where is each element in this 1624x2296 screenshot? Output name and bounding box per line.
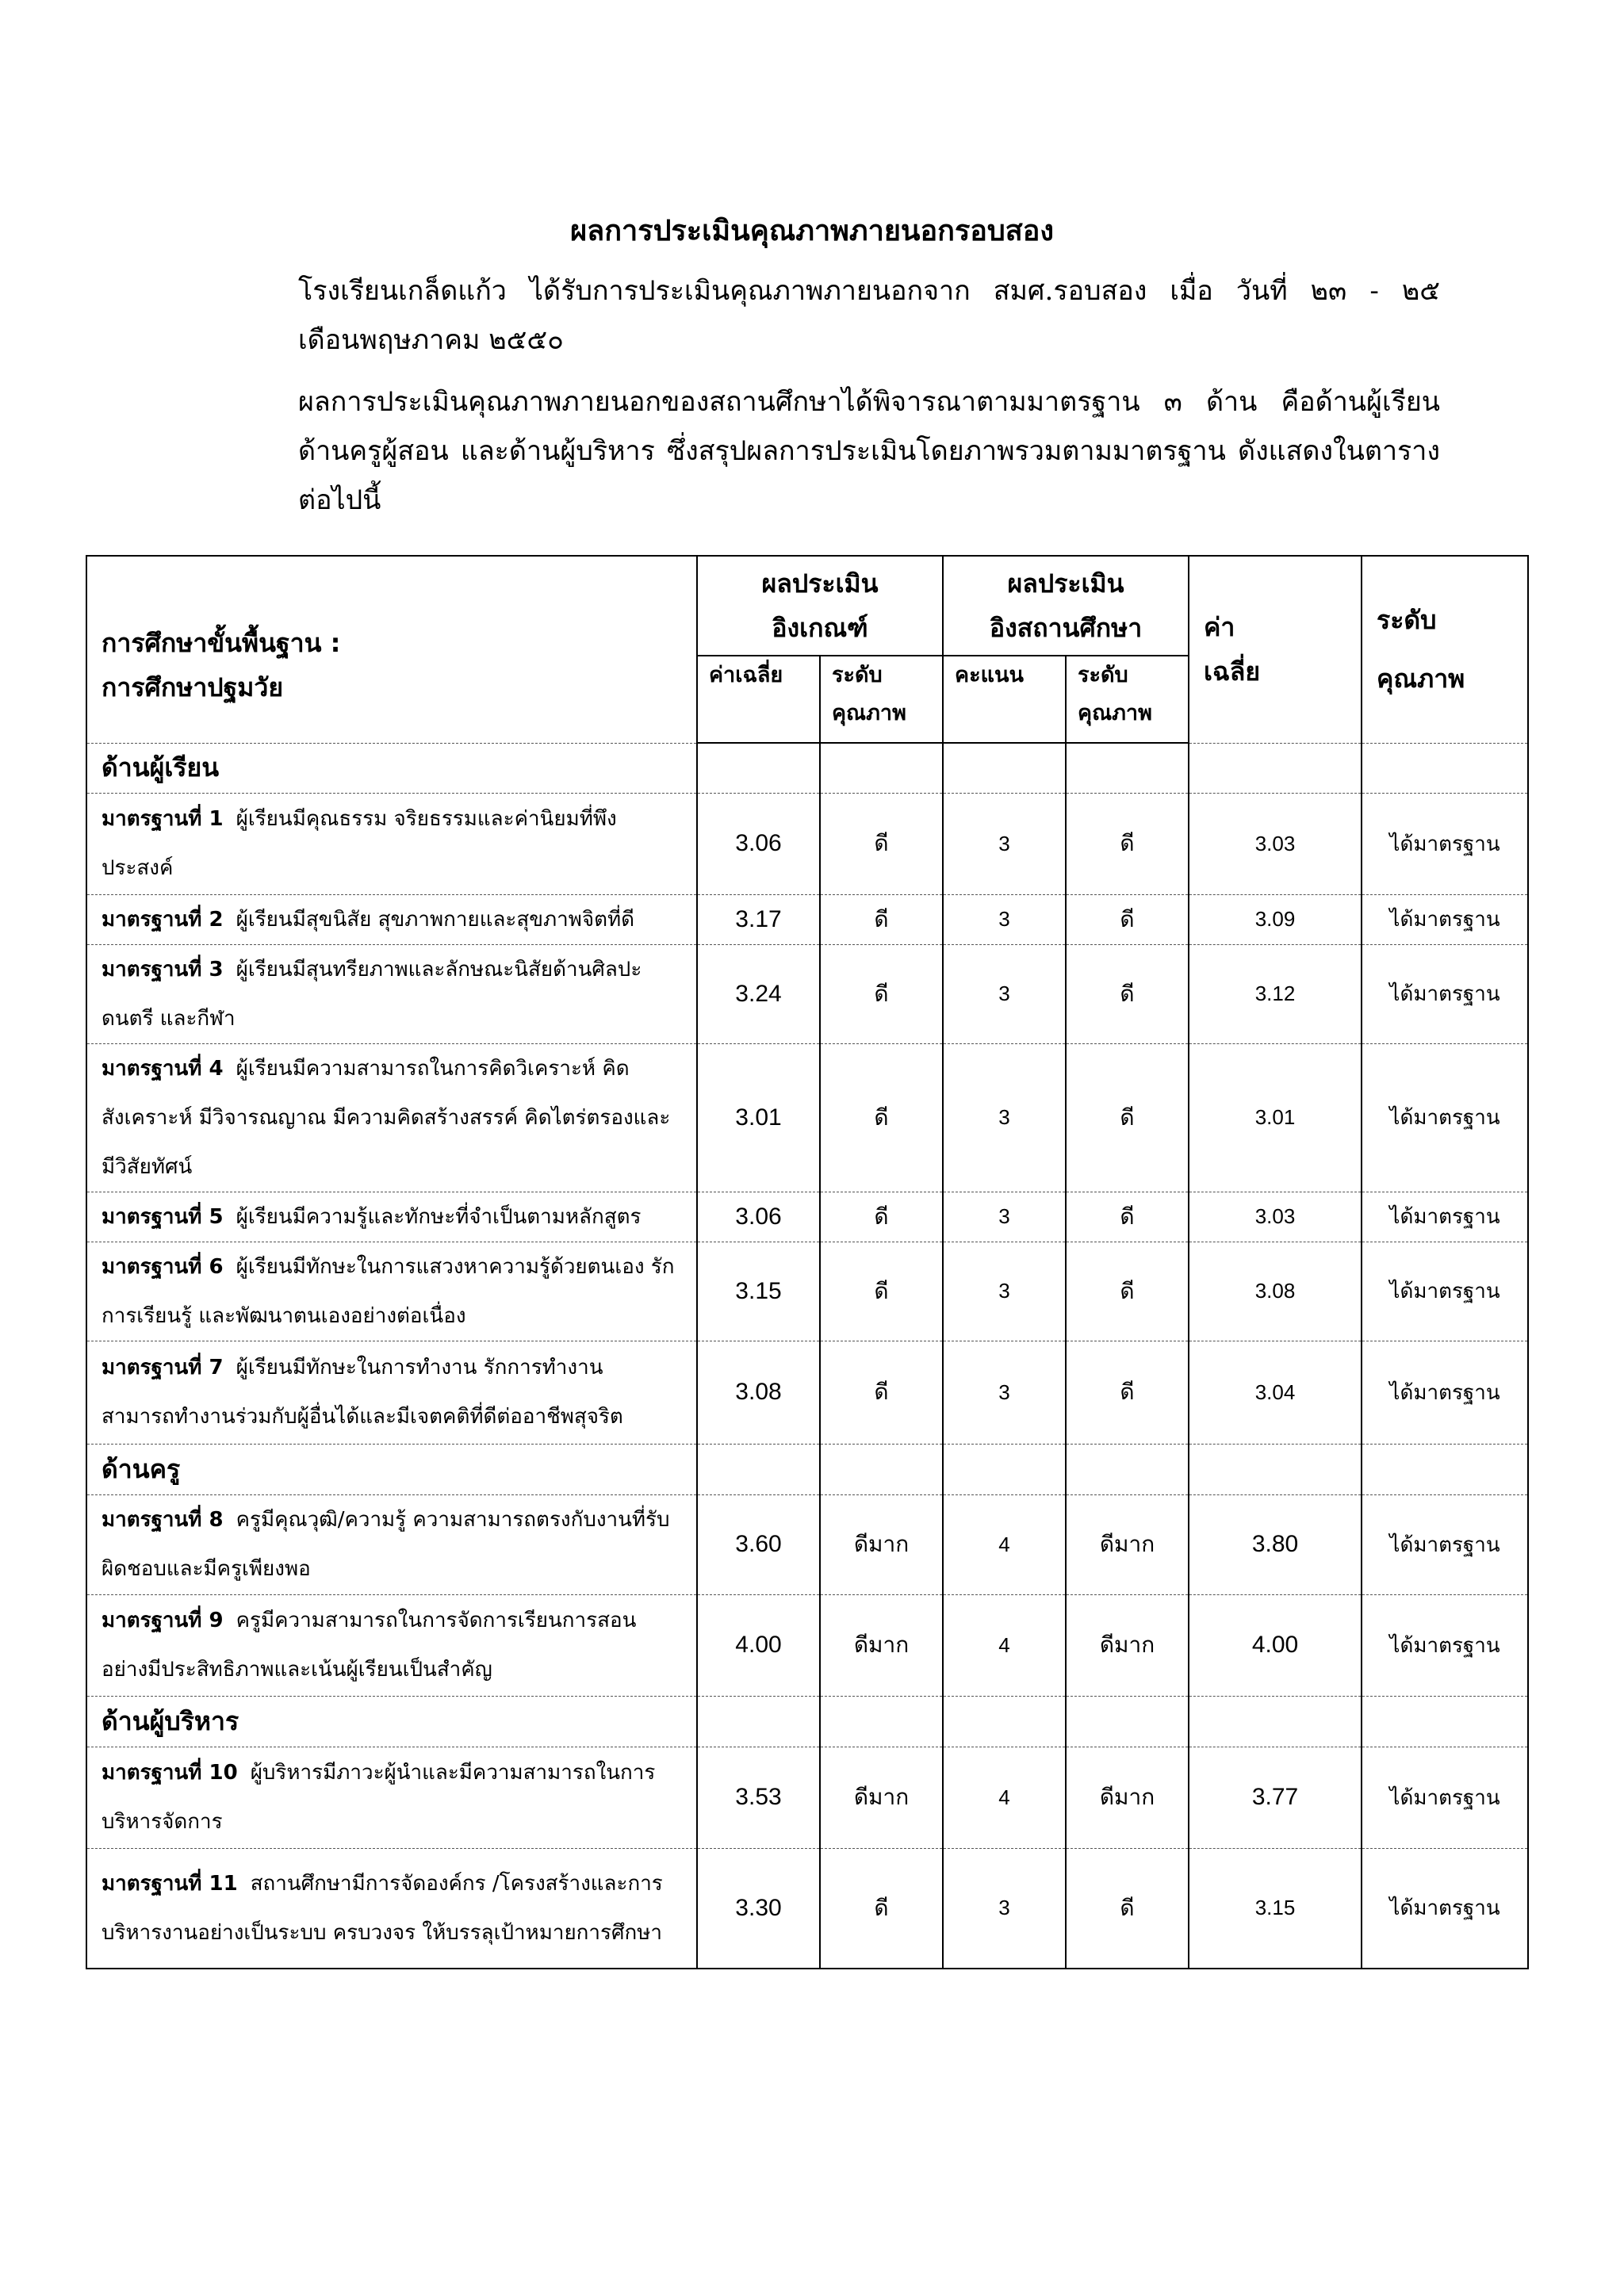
criteria-level: ดีมาก (820, 1594, 943, 1696)
intro-line: โรงเรียนเกล็ดแก้ว ได้รับการประเมินคุณภาพภายนอกจาก สมศ.รอบสอง เมื่อ วันที่ ๒๓ - ๒๕ (298, 275, 1440, 307)
standard-row (86, 793, 1528, 894)
empty-cell (820, 1444, 943, 1494)
standard-description (86, 1341, 697, 1444)
average-value: 3.08 (1189, 1242, 1362, 1341)
school-score: 3 (943, 1242, 1066, 1341)
standard-label: มาตรฐานที่ 2 (102, 907, 224, 932)
school-score: 3 (943, 944, 1066, 1043)
empty-cell (697, 1696, 820, 1747)
criteria-level: ดี (820, 1043, 943, 1192)
empty-cell (820, 743, 943, 793)
average-value: 3.04 (1189, 1341, 1362, 1444)
standard-row (86, 1043, 1528, 1192)
section-row (86, 1444, 1528, 1494)
section-row (86, 1696, 1528, 1747)
empty-cell (1362, 1696, 1528, 1747)
standard-description (86, 793, 697, 894)
criteria-mean: 3.15 (697, 1242, 820, 1341)
average-value: 3.15 (1189, 1848, 1362, 1969)
average-value: 3.80 (1189, 1494, 1362, 1594)
result-status: ได้มาตรฐาน (1362, 1848, 1528, 1969)
average-value: 3.12 (1189, 944, 1362, 1043)
standard-text: ครูมีคุณวุฒิ/ความรู้ ความสามารถตรงกับงานที่รับผิดชอบและมีครูเพียงพอ (102, 1508, 670, 1581)
school-level: ดี (1066, 793, 1189, 894)
standard-row (86, 1192, 1528, 1242)
standard-text: ครูมีความสามารถในการจัดการเรียนการสอนอย่างมีประสิทธิภาพและเน้นผู้เรียนเป็นสำคัญ (102, 1609, 637, 1682)
average-value: 3.03 (1189, 793, 1362, 894)
standard-label: มาตรฐานที่ 6 (102, 1254, 224, 1279)
empty-cell (697, 743, 820, 793)
standard-label: มาตรฐานที่ 9 (102, 1609, 224, 1632)
standard-description (86, 944, 697, 1043)
intro-paragraph (195, 266, 1440, 365)
result-status: ได้มาตรฐาน (1362, 793, 1528, 894)
header-quality-line2: คุณภาพ (1377, 664, 1465, 695)
result-status: ได้มาตรฐาน (1362, 944, 1528, 1043)
header-criteria-line1: ผลประเมิน (761, 568, 879, 599)
empty-cell (943, 1696, 1066, 1747)
section-row (86, 743, 1528, 793)
standard-row (86, 1242, 1528, 1341)
standard-text: สถานศึกษามีการจัดองค์กร /โครงสร้างและการบริหารงานอย่างเป็นระบบ ครบวงจร ให้บรรลุเป้าหมายการศึกษา (102, 1871, 663, 1945)
criteria-level: ดีมาก (820, 1494, 943, 1594)
standard-label: มาตรฐานที่ 5 (102, 1204, 224, 1229)
standard-row (86, 894, 1528, 944)
subheader-mean (697, 656, 820, 743)
header-school-line2: อิงสถานศึกษา (989, 613, 1143, 643)
average-value: 3.09 (1189, 894, 1362, 944)
standard-description (86, 894, 697, 944)
empty-cell (1189, 1696, 1362, 1747)
subheader-score (943, 656, 1066, 743)
section-title: ด้านครู (86, 1444, 697, 1494)
description-line: ผลการประเมินคุณภาพภายนอกของสถานศึกษาได้พิจารณาตามมาตรฐาน ๓ ด้าน คือด้านผู้เรียน (298, 386, 1440, 418)
header-school-line1: ผลประเมิน (1007, 568, 1124, 599)
header-quality (1362, 556, 1528, 743)
criteria-mean: 3.08 (697, 1341, 820, 1444)
header-level (86, 556, 697, 743)
standard-label: มาตรฐานที่ 1 (102, 807, 224, 831)
standard-text: ผู้เรียนมีความสามารถในการคิดวิเคราะห์ คิดสังเคราะห์ มีวิจารณญาณ มีความคิดสร้างสรรค์ คิดไตร่ตรองและมีวิสัยทัศน์ (102, 1056, 671, 1179)
standard-label: มาตรฐานที่ 4 (102, 1056, 224, 1081)
school-level: ดี (1066, 1341, 1189, 1444)
standard-description (86, 1848, 697, 1969)
result-status: ได้มาตรฐาน (1362, 1341, 1528, 1444)
standard-label: มาตรฐานที่ 11 (102, 1871, 238, 1896)
empty-cell (820, 1696, 943, 1747)
header-average (1189, 556, 1362, 743)
criteria-mean: 4.00 (697, 1594, 820, 1696)
average-value: 3.01 (1189, 1043, 1362, 1192)
school-level: ดี (1066, 1242, 1189, 1341)
school-score: 4 (943, 1494, 1066, 1594)
criteria-mean: 3.60 (697, 1494, 820, 1594)
header-level-line2: การศึกษาปฐมวัย (102, 672, 284, 703)
criteria-mean: 3.01 (697, 1043, 820, 1192)
average-value: 3.03 (1189, 1192, 1362, 1242)
average-value: 4.00 (1189, 1594, 1362, 1696)
subheader-score-label: คะแนน (955, 663, 1024, 687)
standard-row (86, 1747, 1528, 1848)
header-average-line1: ค่า (1204, 612, 1235, 643)
subheader-level-line2: คุณภาพ (832, 701, 906, 725)
school-level: ดีมาก (1066, 1594, 1189, 1696)
empty-cell (697, 1444, 820, 1494)
result-status: ได้มาตรฐาน (1362, 1747, 1528, 1848)
criteria-level: ดี (820, 793, 943, 894)
empty-cell (1189, 743, 1362, 793)
school-level: ดี (1066, 1043, 1189, 1192)
standard-row (86, 944, 1528, 1043)
criteria-level: ดี (820, 944, 943, 1043)
empty-cell (1066, 1696, 1189, 1747)
standard-label: มาตรฐานที่ 7 (102, 1356, 224, 1380)
header-criteria-line2: อิงเกณฑ์ (772, 613, 868, 643)
standard-description (86, 1747, 697, 1848)
subheader-level2-line1: ระดับ (1078, 663, 1128, 687)
criteria-mean: 3.30 (697, 1848, 820, 1969)
standard-text: ผู้เรียนมีคุณธรรม จริยธรรมและค่านิยมที่พึงประสงค์ (102, 807, 617, 880)
criteria-level: ดี (820, 1192, 943, 1242)
intro-line: เดือนพฤษภาคม ๒๕๕๐ (298, 324, 564, 356)
standard-text: ผู้เรียนมีสุขนิสัย สุขภาพกายและสุขภาพจิตที่ดี (236, 907, 635, 932)
criteria-mean: 3.06 (697, 793, 820, 894)
subheader-mean-label: ค่าเฉลี่ย (709, 663, 783, 687)
header-criteria-group (697, 556, 943, 656)
criteria-mean: 3.53 (697, 1747, 820, 1848)
description-line: ด้านครูผู้สอน และด้านผู้บริหาร ซึ่งสรุปผลการประเมินโดยภาพรวมตามมาตรฐาน ดังแสดงในตาราง (298, 435, 1440, 467)
empty-cell (1189, 1444, 1362, 1494)
empty-cell (1066, 743, 1189, 793)
standard-row (86, 1848, 1528, 1969)
criteria-level: ดี (820, 1341, 943, 1444)
standard-row (86, 1341, 1528, 1444)
standard-text: ผู้เรียนมีสุนทรียภาพและลักษณะนิสัยด้านศิลปะ ดนตรี และกีฬา (102, 957, 642, 1031)
table-body (86, 743, 1528, 1969)
standard-label: มาตรฐานที่ 8 (102, 1508, 224, 1532)
header-level-line1: การศึกษาขั้นพื้นฐาน : (102, 628, 341, 659)
criteria-mean: 3.17 (697, 894, 820, 944)
result-status: ได้มาตรฐาน (1362, 894, 1528, 944)
school-score: 4 (943, 1747, 1066, 1848)
criteria-level: ดีมาก (820, 1747, 943, 1848)
empty-cell (943, 743, 1066, 793)
result-status: ได้มาตรฐาน (1362, 1242, 1528, 1341)
school-score: 3 (943, 1043, 1066, 1192)
average-value: 3.77 (1189, 1747, 1362, 1848)
criteria-level: ดี (820, 894, 943, 944)
standard-row (86, 1494, 1528, 1594)
criteria-mean: 3.24 (697, 944, 820, 1043)
result-status: ได้มาตรฐาน (1362, 1043, 1528, 1192)
standard-description (86, 1043, 697, 1192)
school-score: 4 (943, 1594, 1066, 1696)
criteria-level: ดี (820, 1848, 943, 1969)
standard-text: ผู้บริหารมีภาวะผู้นำและมีความสามารถในการบริหารจัดการ (102, 1761, 656, 1834)
school-score: 3 (943, 1192, 1066, 1242)
subheader-level (820, 656, 943, 743)
standard-text: ผู้เรียนมีทักษะในการแสวงหาความรู้ด้วยตนเอง รักการเรียนรู้ และพัฒนาตนเองอย่างต่อเนื่อง (102, 1254, 675, 1328)
criteria-mean: 3.06 (697, 1192, 820, 1242)
result-status: ได้มาตรฐาน (1362, 1192, 1528, 1242)
result-status: ได้มาตรฐาน (1362, 1594, 1528, 1696)
standard-description (86, 1494, 697, 1594)
subheader-level2 (1066, 656, 1189, 743)
standard-description (86, 1192, 697, 1242)
school-score: 3 (943, 1341, 1066, 1444)
empty-cell (943, 1444, 1066, 1494)
page-title: ผลการประเมินคุณภาพภายนอกรอบสอง (570, 214, 1054, 247)
header-school-group (943, 556, 1189, 656)
standard-description (86, 1594, 697, 1696)
school-score: 3 (943, 894, 1066, 944)
header-quality-line1: ระดับ (1377, 605, 1437, 636)
description-line: ต่อไปนี้ (298, 484, 381, 516)
standard-description (86, 1242, 697, 1341)
school-level: ดี (1066, 894, 1189, 944)
result-status: ได้มาตรฐาน (1362, 1494, 1528, 1594)
school-score: 3 (943, 1848, 1066, 1969)
empty-cell (1362, 1444, 1528, 1494)
section-title: ด้านผู้เรียน (86, 743, 697, 793)
empty-cell (1066, 1444, 1189, 1494)
standard-label: มาตรฐานที่ 10 (102, 1761, 238, 1785)
school-level: ดี (1066, 1192, 1189, 1242)
standard-label: มาตรฐานที่ 3 (102, 957, 224, 982)
standard-text: ผู้เรียนมีทักษะในการทำงาน รักการทำงาน สามารถทำงานร่วมกับผู้อื่นได้และมีเจตคติที่ดีต่ออาชีพสุจริต (102, 1356, 623, 1429)
criteria-level: ดี (820, 1242, 943, 1341)
standard-text: ผู้เรียนมีความรู้และทักษะที่จำเป็นตามหลักสูตร (236, 1204, 642, 1229)
school-level: ดี (1066, 1848, 1189, 1969)
subheader-level-line1: ระดับ (832, 663, 883, 687)
standard-row (86, 1594, 1528, 1696)
school-level: ดีมาก (1066, 1494, 1189, 1594)
school-level: ดี (1066, 944, 1189, 1043)
subheader-level2-line2: คุณภาพ (1078, 701, 1152, 725)
description-paragraph (195, 377, 1440, 525)
assessment-table (86, 555, 1529, 1969)
school-score: 3 (943, 793, 1066, 894)
empty-cell (1362, 743, 1528, 793)
header-average-line2: เฉลี่ย (1204, 656, 1261, 687)
school-level: ดีมาก (1066, 1747, 1189, 1848)
section-title: ด้านผู้บริหาร (86, 1696, 697, 1747)
